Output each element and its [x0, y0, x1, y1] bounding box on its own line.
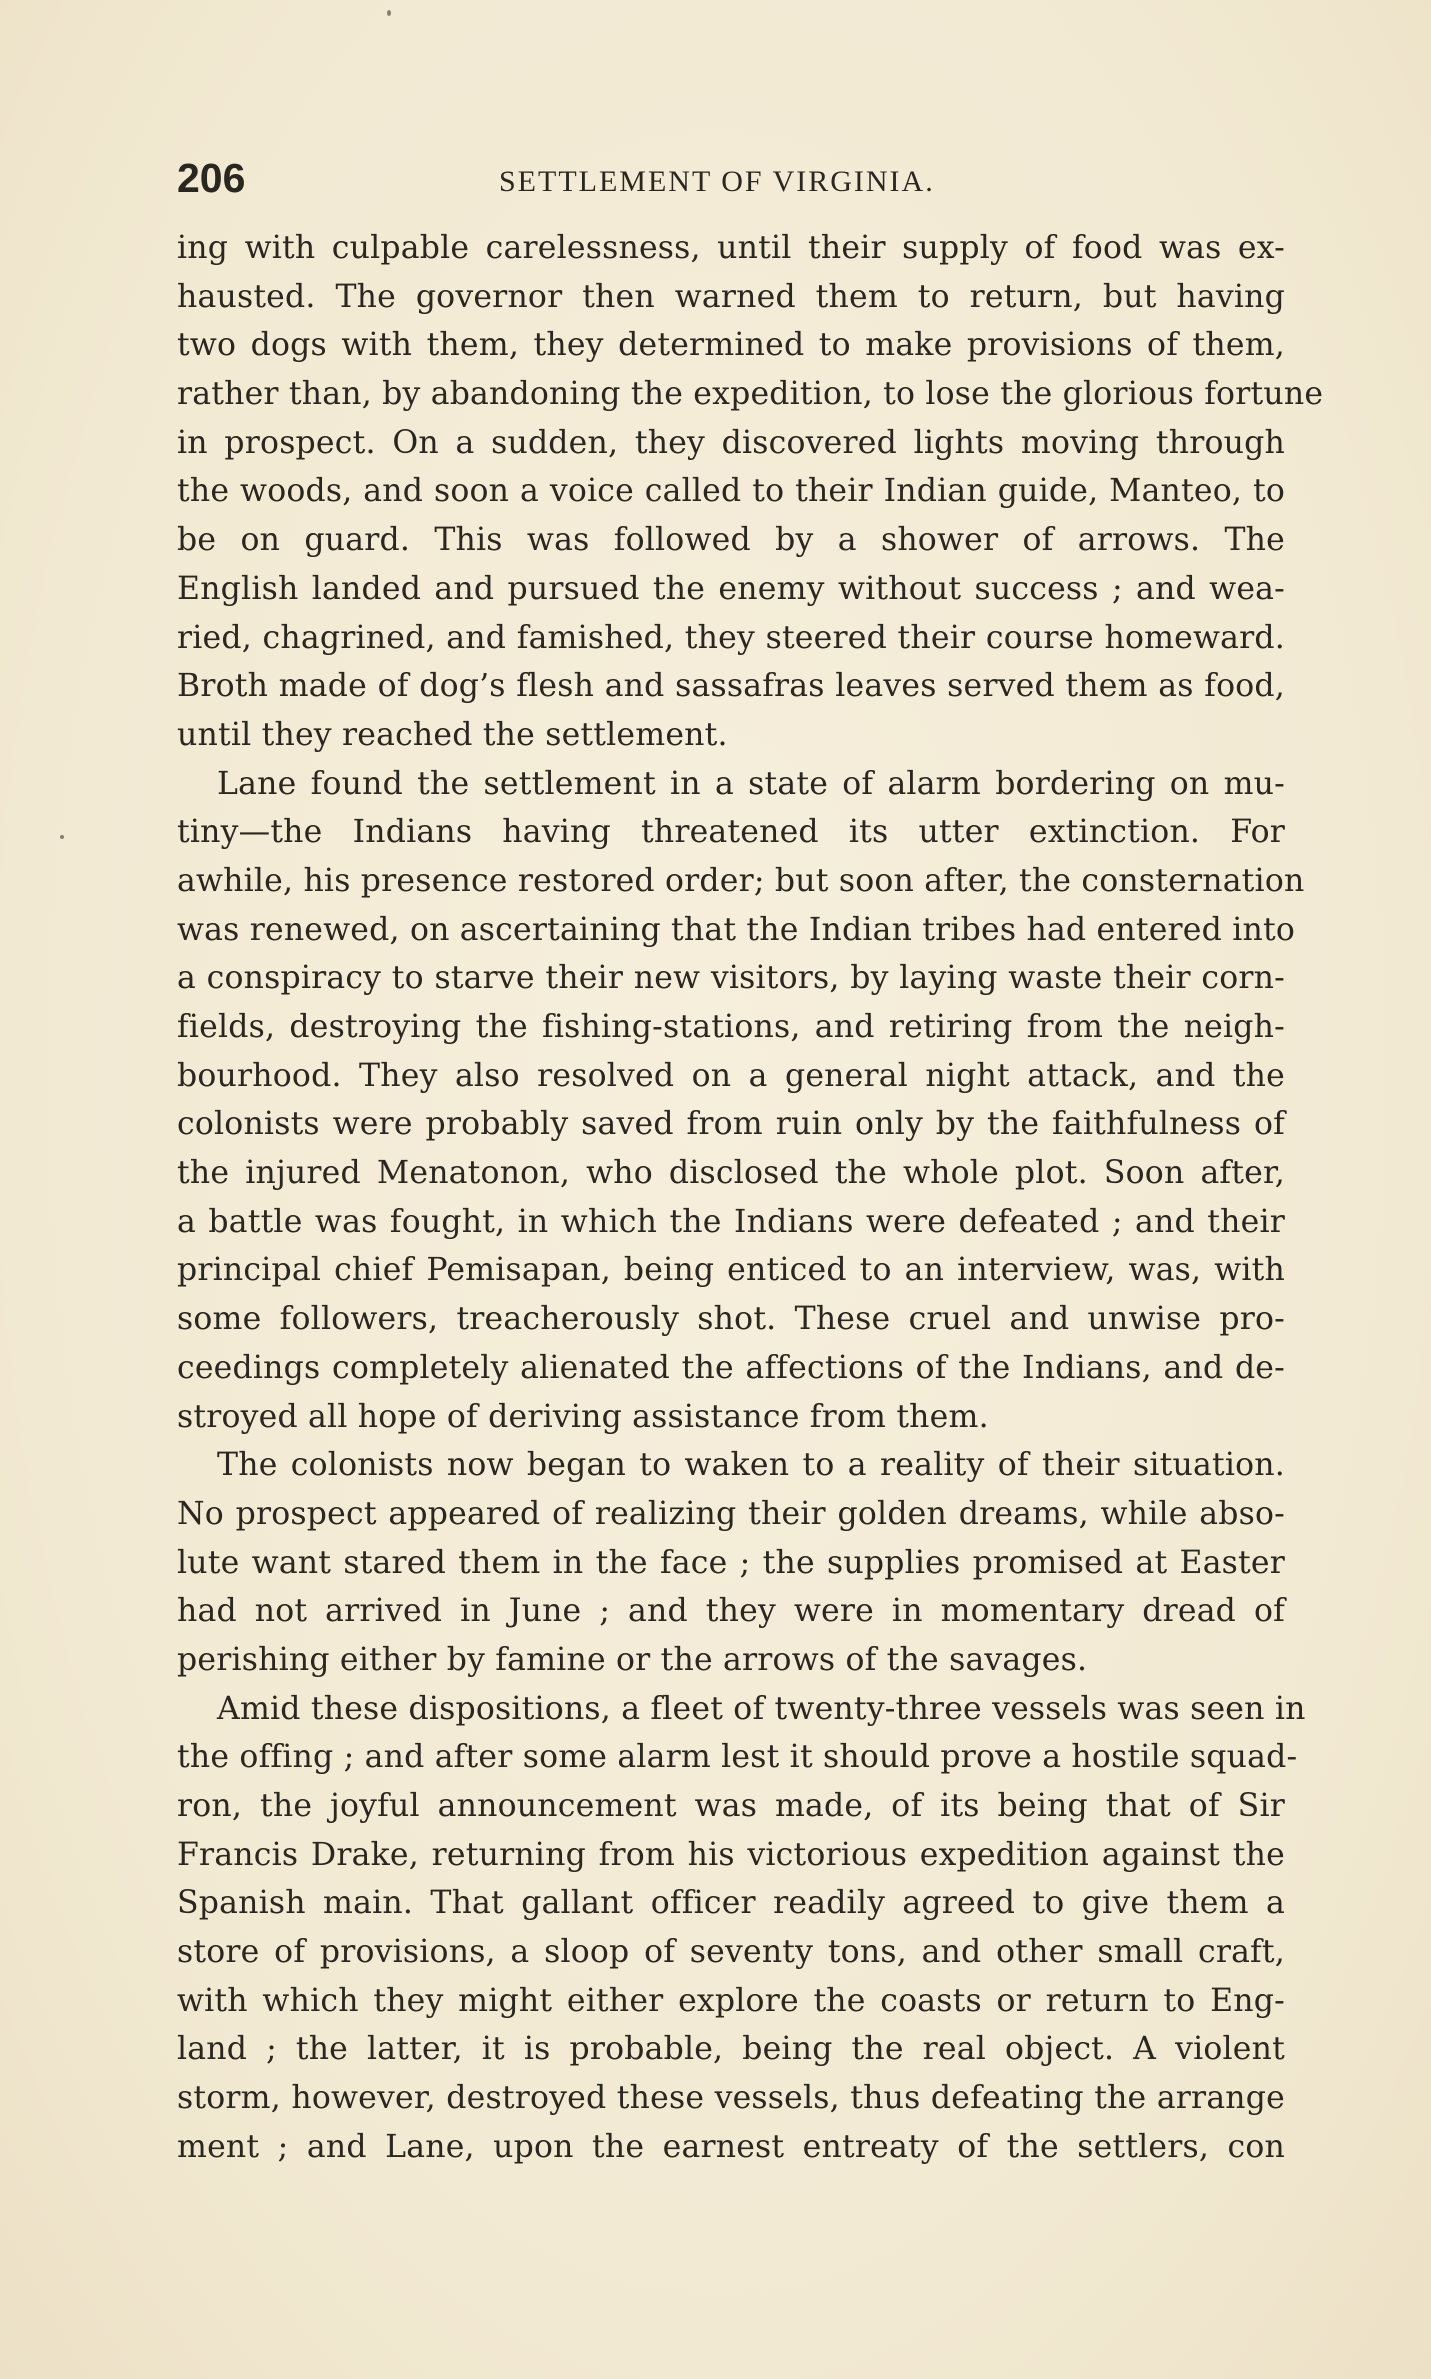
text-line: ment ; and Lane, upon the earnest entreaty of the settlers, con [177, 2128, 1285, 2165]
text-line: the offing ; and after some alarm lest it should prove a hostile squad- [177, 1739, 1298, 1776]
text-line: be on guard. This was followed by a shower of arrows. The [177, 522, 1285, 559]
running-head: SETTLEMENT OF VIRGINIA. [499, 165, 935, 198]
text-line: until they reached the settlement. [177, 716, 728, 753]
text-line: some followers, treacherously shot. These cruel and unwise pro- [177, 1301, 1285, 1338]
body-text [177, 224, 1324, 2172]
text-line: fields, destroying the fishing-stations, and retiring from the neigh- [177, 1009, 1285, 1045]
text-line: bourhood. They also resolved on a general night attack, and the [177, 1057, 1285, 1094]
text-line: ceedings completely alienated the affections of the Indians, and de- [177, 1349, 1285, 1386]
text-line: land ; the latter, it is probable, being the real object. A violent [177, 2031, 1285, 2068]
text-line: Spanish main. That gallant officer readily agreed to give them a [177, 1885, 1285, 1922]
text-line: awhile, his presence restored order; but soon after, the consternation [177, 862, 1305, 899]
text-line: Broth made of dog’s flesh and sassafras leaves served them as food, [177, 668, 1285, 705]
text-line: principal chief Pemisapan, being enticed to an interview, was, with [177, 1252, 1285, 1289]
text-line: a conspiracy to starve their new visitors, by laying waste their corn- [177, 960, 1285, 997]
text-line: No prospect appeared of realizing their golden dreams, while abso- [177, 1495, 1285, 1532]
paper-speck [60, 835, 64, 839]
text-line: was renewed, on ascertaining that the Indian tribes had entered into [177, 911, 1295, 948]
text-line: with which they might either explore the coasts or return to Eng- [177, 1982, 1285, 2019]
text-line: The colonists now began to waken to a reality of their situation. [217, 1447, 1285, 1484]
text-line: lute want stared them in the face ; the supplies promised at Easter [177, 1544, 1285, 1581]
page-number: 206 [177, 155, 246, 201]
text-line: hausted. The governor then warned them to return, but having [177, 278, 1285, 315]
text-line: ried, chagrined, and famished, they steered their course homeward. [177, 619, 1285, 656]
paper-speck [387, 10, 391, 16]
text-line: the injured Menatonon, who disclosed the whole plot. Soon after, [177, 1155, 1285, 1192]
text-line: ron, the joyful announcement was made, of its being that of Sir [177, 1788, 1285, 1824]
text-line: rather than, by abandoning the expedition, to lose the glorious fortune [177, 376, 1324, 413]
text-line: colonists were probably saved from ruin only by the faithfulness of [177, 1106, 1285, 1143]
text-line: the woods, and soon a voice called to their Indian guide, Manteo, to [177, 473, 1285, 510]
text-line: in prospect. On a sudden, they discovered lights moving through [177, 424, 1285, 461]
text-line: stroyed all hope of deriving assistance from them. [177, 1398, 989, 1435]
text-line: ing with culpable carelessness, until their supply of food was ex- [177, 230, 1285, 266]
text-line: storm, however, destroyed these vessels, thus defeating the arrange [177, 2080, 1285, 2117]
text-line: two dogs with them, they determined to make provisions of them, [177, 327, 1285, 364]
text-line: English landed and pursued the enemy without success ; and wea- [177, 570, 1285, 607]
text-line: had not arrived in June ; and they were in momentary dread of [177, 1593, 1285, 1630]
text-line: perishing either by famine or the arrows of the savages. [177, 1641, 1088, 1678]
text-line: Francis Drake, returning from his victorious expedition against the [177, 1836, 1285, 1873]
text-line: a battle was fought, in which the Indians were defeated ; and their [177, 1203, 1285, 1240]
text-line: tiny—the Indians having threatened its utter extinction. For [177, 814, 1285, 851]
text-line: Lane found the settlement in a state of alarm bordering on mu- [217, 765, 1285, 802]
text-line: Amid these dispositions, a fleet of twenty-three vessels was seen in [217, 1690, 1306, 1727]
page-header [177, 155, 1285, 211]
text-line: store of provisions, a sloop of seventy tons, and other small craft, [177, 1934, 1285, 1971]
